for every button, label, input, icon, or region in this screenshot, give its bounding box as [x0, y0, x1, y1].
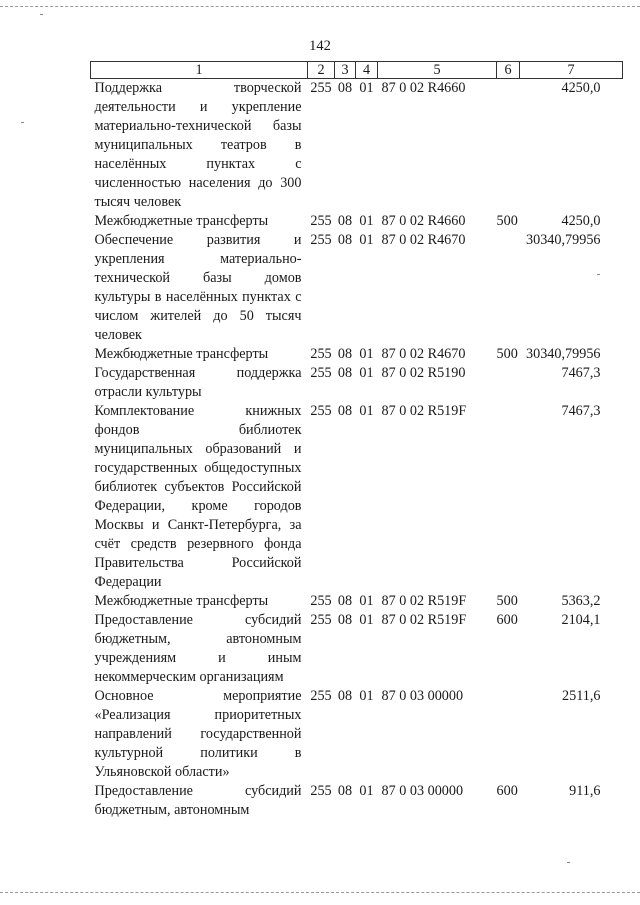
row-subsection: 01 [359, 403, 374, 419]
table-row [91, 212, 623, 231]
row-subsection: 01 [359, 232, 374, 248]
row-ministry-code: 255 [310, 783, 332, 799]
row-section: 08 [337, 688, 353, 704]
row-expense-type: 500 [496, 593, 518, 609]
row-section: 08 [337, 213, 353, 229]
row-section: 08 [337, 593, 353, 609]
row-target-article: 87 0 03 00000 [381, 783, 464, 799]
row-ministry-code: 255 [310, 612, 332, 628]
row-ministry-code: 255 [310, 593, 332, 609]
header-col-7: 7 [520, 62, 623, 79]
row-name: Предоставление субсидий бюджетным, автономным [94, 783, 302, 818]
table-row [91, 782, 623, 820]
row-name: Межбюджетные трансферты [94, 593, 269, 609]
row-name: Обеспечение развития и укрепления материально-технической базы домов культуры в населённых пунктах с числом жителей до 50 тысяч человек [94, 232, 302, 343]
page-number: 142 [309, 38, 331, 54]
row-section: 08 [337, 612, 353, 628]
scan-mark [567, 862, 570, 863]
row-target-article: 87 0 02 R5190 [381, 365, 466, 381]
row-ministry-code: 255 [310, 346, 332, 362]
table-row [91, 402, 623, 592]
row-section: 08 [337, 232, 353, 248]
table-row [91, 592, 623, 611]
row-name: Межбюджетные трансферты [94, 213, 269, 229]
row-ministry-code: 255 [310, 365, 332, 381]
row-section: 08 [337, 403, 353, 419]
row-ministry-code: 255 [310, 80, 332, 96]
row-section: 08 [337, 346, 353, 362]
header-col-3: 3 [335, 62, 356, 79]
row-name: Предоставление субсидий бюджетным, автономным учреждениям и иным некоммерческим организациям [94, 612, 302, 685]
row-expense-type [497, 231, 520, 345]
row-subsection: 01 [359, 593, 374, 609]
row-amount: 30340,79956 [526, 346, 601, 362]
row-amount: 5363,2 [561, 593, 601, 609]
row-amount: 30340,79956 [526, 232, 601, 248]
row-target-article: 87 0 02 R519F [381, 403, 467, 419]
row-subsection: 01 [359, 783, 374, 799]
table-row [91, 611, 623, 687]
row-amount: 4250,0 [561, 213, 601, 229]
scan-border-top [0, 6, 640, 7]
row-expense-type: 600 [496, 612, 518, 628]
header-col-5: 5 [378, 62, 497, 79]
row-expense-type [497, 687, 520, 782]
row-name: Основное мероприятие «Реализация приоритетных направлений государственной культурной политики в Ульяновской области» [94, 688, 302, 780]
row-amount: 7467,3 [561, 403, 601, 419]
row-name: Поддержка творческой деятельности и укрепление материально-технической базы муниципальных театров в населённых пунктах с численностью населения до 300 тысяч человек [94, 80, 302, 210]
budget-table [90, 61, 623, 820]
row-target-article: 87 0 02 R519F [381, 593, 467, 609]
table-row [91, 231, 623, 345]
row-target-article: 87 0 02 R4660 [381, 80, 466, 96]
scan-border-bottom [0, 892, 640, 893]
row-target-article: 87 0 02 R4670 [381, 232, 466, 248]
row-name: Комплектование книжных фондов библиотек муниципальных образований и государственных общедоступных библиотек субъектов Российской Федерации, кроме городов Москвы и Санкт-Петербурга, за счёт средств резервного фонда Правительства Российской Федерации [94, 403, 302, 590]
row-amount: 2511,6 [562, 688, 601, 704]
row-subsection: 01 [359, 365, 374, 381]
row-ministry-code: 255 [310, 688, 332, 704]
row-amount: 911,6 [569, 783, 601, 799]
row-target-article: 87 0 03 00000 [381, 688, 464, 704]
table-row [91, 364, 623, 402]
table-row [91, 79, 623, 213]
row-expense-type [497, 79, 520, 213]
row-subsection: 01 [359, 688, 374, 704]
row-section: 08 [337, 80, 353, 96]
row-amount: 2104,1 [561, 612, 601, 628]
table-row [91, 687, 623, 782]
row-expense-type [497, 402, 520, 592]
row-amount: 4250,0 [561, 80, 601, 96]
row-subsection: 01 [359, 213, 374, 229]
scan-mark [40, 14, 43, 15]
row-target-article: 87 0 02 R4660 [381, 213, 466, 229]
header-col-4: 4 [356, 62, 378, 79]
header-row [91, 62, 623, 79]
header-col-2: 2 [308, 62, 335, 79]
row-section: 08 [337, 783, 353, 799]
header-col-1: 1 [91, 62, 308, 79]
row-target-article: 87 0 02 R4670 [381, 346, 466, 362]
row-ministry-code: 255 [310, 232, 332, 248]
row-expense-type: 500 [496, 346, 518, 362]
row-subsection: 01 [359, 80, 374, 96]
row-name: Государственная поддержка отрасли культуры [94, 365, 302, 400]
row-expense-type: 600 [496, 783, 518, 799]
row-subsection: 01 [359, 346, 374, 362]
row-target-article: 87 0 02 R519F [381, 612, 467, 628]
table-row [91, 345, 623, 364]
row-ministry-code: 255 [310, 213, 332, 229]
row-ministry-code: 255 [310, 403, 332, 419]
scan-mark [21, 122, 24, 123]
row-expense-type [497, 364, 520, 402]
header-col-6: 6 [497, 62, 520, 79]
row-expense-type: 500 [496, 213, 518, 229]
row-subsection: 01 [359, 612, 374, 628]
row-name: Межбюджетные трансферты [94, 346, 269, 362]
row-section: 08 [337, 365, 353, 381]
row-amount: 7467,3 [561, 365, 601, 381]
